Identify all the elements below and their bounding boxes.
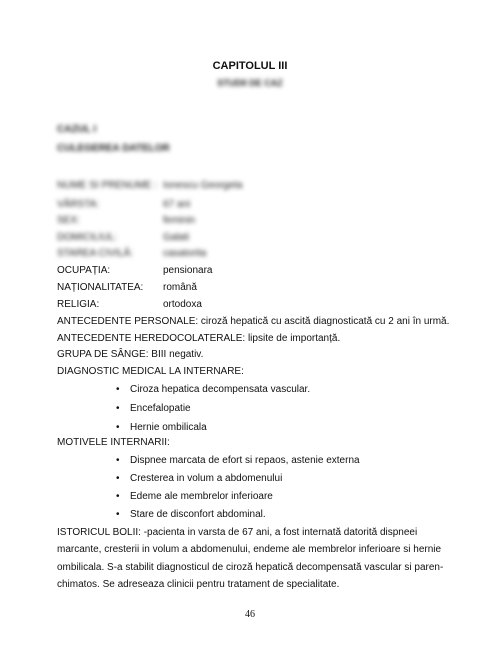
- bullet-icon: •: [116, 422, 120, 433]
- page-number: 46: [245, 609, 255, 620]
- field-value-address: Galati: [163, 232, 190, 243]
- field-label-civil: STAREA CIVILĂ:: [57, 248, 133, 259]
- bullet-icon: •: [116, 403, 120, 414]
- bullet-icon: •: [116, 509, 120, 520]
- field-label-name: NUME SI PRENUME :: [57, 180, 158, 191]
- diagnostic-heading: DIAGNOSTIC MEDICAL LA INTERNARE:: [57, 366, 244, 377]
- diagnostic-item: • Ciroza hepatica decompensata vascular.: [116, 384, 311, 395]
- reason-item: • Edeme ale membrelor inferioare: [116, 491, 273, 502]
- bullet-icon: •: [116, 455, 120, 466]
- field-value-nationality: română: [163, 282, 197, 293]
- chapter-title: CAPITOLUL III: [212, 60, 288, 72]
- reason-item: • Stare de disconfort abdominal.: [116, 509, 266, 520]
- diagnostic-item: • Hernie ombilicala: [116, 422, 207, 433]
- reason-item: • Cresterea in volum a abdomenului: [116, 473, 283, 484]
- study-title: STUDII DE CAZ: [217, 78, 283, 88]
- field-label-address: DOMICILIUL:: [57, 232, 118, 243]
- history-line: chimatos. Se adreseaza clinicii pentru tratament de specialitate.: [57, 579, 340, 590]
- reasons-heading: MOTIVELE INTERNARII:: [57, 437, 170, 448]
- reason-item: • Dispnee marcata de efort si repaos, astenie externa: [116, 455, 360, 466]
- field-label-nationality: NAȚIONALITATEA:: [57, 282, 144, 293]
- case-heading: CAZUL I: [57, 124, 97, 135]
- field-label-occupation: OCUPAȚIA:: [57, 265, 111, 276]
- field-value-sex: feminin: [163, 215, 196, 226]
- field-value-occupation: pensionara: [163, 265, 213, 276]
- bullet-icon: •: [116, 473, 120, 484]
- personal-history: ANTECEDENTE PERSONALE: ciroză hepatică cu ascită diagnosticată cu 2 ani în urmă.: [57, 316, 450, 327]
- field-value-name: Ionescu Georgeta: [163, 180, 243, 191]
- bullet-icon: •: [116, 384, 120, 395]
- field-value-civil: casatorita: [163, 248, 207, 259]
- field-value-religion: ortodoxa: [163, 299, 202, 310]
- field-value-age: 67 ani: [163, 199, 191, 210]
- history-line: ISTORICUL BOLII: -pacienta in varsta de 67 ani, a fost internată datorită dispneei: [57, 527, 418, 538]
- history-line: marcante, cresterii in volum a abdomenului, endeme ale membrelor inferioare si hernie: [57, 544, 442, 555]
- history-line: ombilicala. S-a stabilit diagnosticul de ciroză hepatică decompensată vascular si paren-: [57, 562, 444, 573]
- blood-group: GRUPA DE SÂNGE: BIII negativ.: [57, 349, 204, 360]
- field-label-sex: SEX:: [57, 215, 80, 226]
- data-heading: CULEGEREA DATELOR: [57, 143, 170, 154]
- bullet-icon: •: [116, 491, 120, 502]
- field-label-religion: RELIGIA:: [57, 299, 100, 310]
- family-history: ANTECEDENTE HEREDOCOLATERALE: lipsite de importanță.: [57, 333, 341, 344]
- diagnostic-item: • Encefalopatie: [116, 403, 191, 414]
- field-label-age: VÂRSTA:: [57, 199, 100, 210]
